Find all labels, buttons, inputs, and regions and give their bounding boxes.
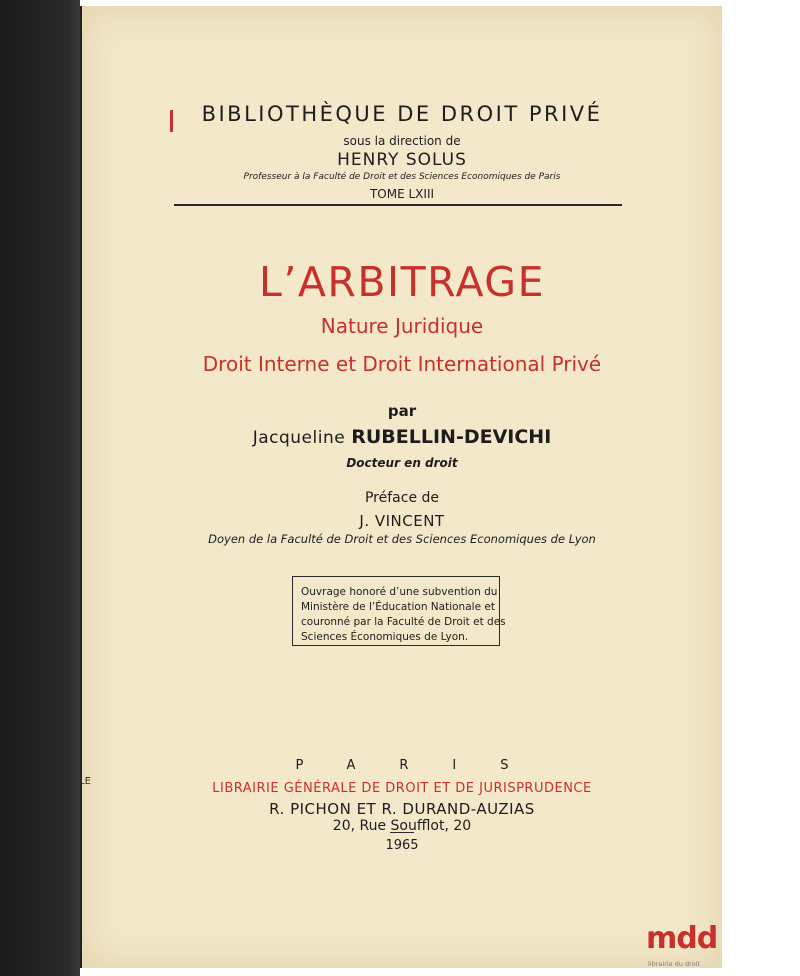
series-director: HENRY SOLUS	[337, 150, 467, 170]
author-title: Docteur en droit	[346, 456, 458, 470]
book-title: L’ARBITRAGE	[258, 258, 545, 306]
preface-author: J. VINCENT	[359, 512, 445, 530]
book-cover	[80, 6, 722, 968]
notice-line: Ouvrage honoré d’une subvention du	[301, 586, 498, 598]
director-title: Professeur à la Faculté de Droit et des Sciences Economiques de Paris	[243, 172, 561, 182]
author-name	[82, 426, 722, 448]
author-first-name: Jacqueline	[252, 428, 346, 448]
publisher-address: 20, Rue Soufflot, 20	[332, 818, 472, 834]
book-subtitle-2: Droit Interne et Droit International Privé	[202, 352, 602, 376]
mdd-logo	[646, 922, 726, 976]
subsidy-notice-box	[292, 576, 506, 646]
mdd-logo-tagline: librairie du droit	[648, 960, 701, 968]
publisher-owners: R. PICHON ET R. DURAND-AUZIAS	[269, 800, 535, 818]
publisher-name: LIBRAIRIE GÉNÉRALE DE DROIT ET DE JURISPRUDENCE	[212, 781, 592, 796]
scan-background-left	[0, 0, 80, 976]
scan-background-right	[714, 0, 800, 976]
header-rule	[174, 204, 622, 206]
by-label: par	[387, 402, 417, 420]
preface-label: Préface de	[364, 490, 440, 506]
tome-number: TOME LXIII	[369, 187, 435, 201]
year-rule	[390, 832, 414, 833]
book-subtitle-1: Nature Juridique	[320, 314, 484, 338]
author-last-name: RUBELLIN-DEVICHI	[351, 426, 552, 448]
series-title: BIBLIOTHÈQUE DE DROIT PRIVÉ	[201, 102, 603, 126]
direction-label: sous la direction de	[343, 134, 461, 148]
spine-text-fragment: LE	[79, 776, 91, 787]
mdd-logo-text: mdd	[646, 921, 718, 956]
notice-line: Sciences Économiques de Lyon.	[301, 631, 469, 643]
notice-line: Ministère de l’Éducation Nationale et	[301, 601, 495, 613]
preface-author-title: Doyen de la Faculté de Droit et des Sciences Economiques de Lyon	[208, 532, 596, 546]
publisher-city: PARIS	[295, 758, 553, 773]
notice-line: couronné par la Faculté de Droit et des	[301, 616, 506, 628]
publication-year: 1965	[385, 838, 419, 853]
